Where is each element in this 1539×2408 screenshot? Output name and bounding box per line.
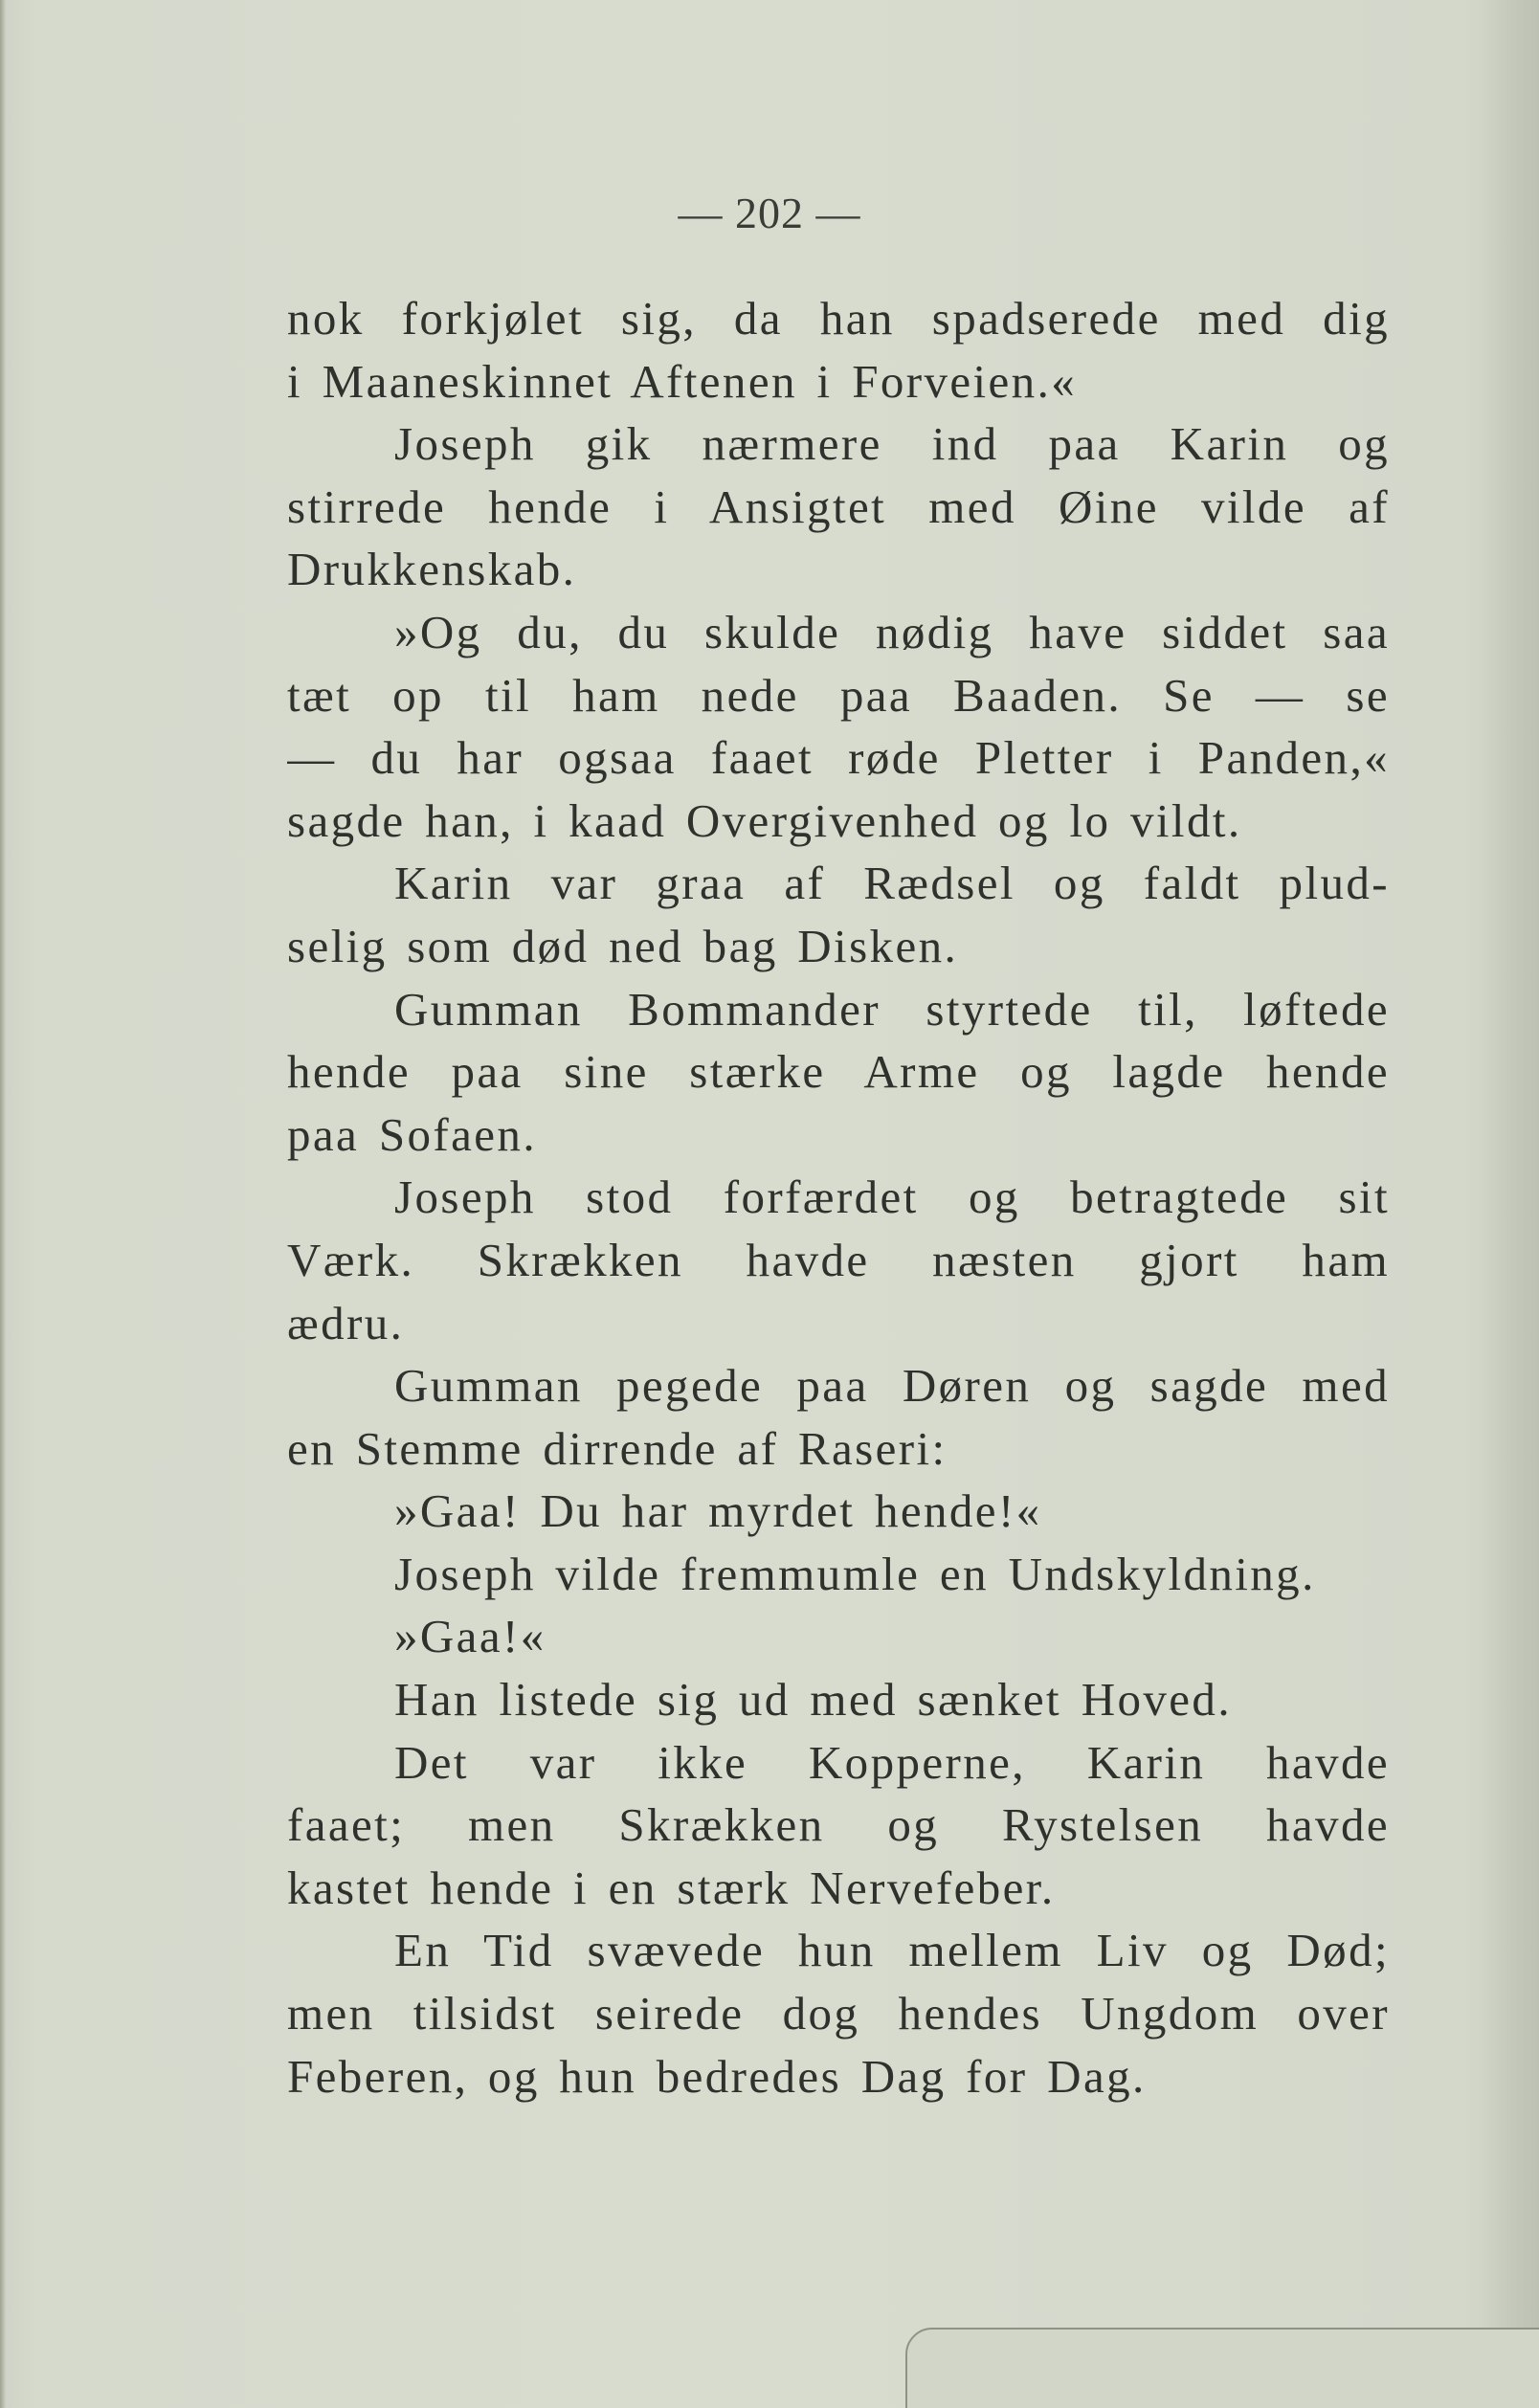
text-line: en Stemme dirrende af Raseri: (287, 1421, 948, 1475)
text-line: men tilsidst seirede dog hendes Ungdom over (287, 1987, 1390, 2040)
text-line: »Gaa! Du har myrdet hende!« (394, 1484, 1042, 1538)
body-text (287, 287, 1390, 2107)
text-line: Feberen, og hun bedredes Dag for Dag. (287, 2049, 1147, 2103)
text-line: »Og du, du skulde nødig have siddet saa (394, 605, 1390, 658)
text-line: paa Sofaen. (287, 1107, 537, 1161)
text-line: ædru. (287, 1296, 405, 1349)
page-left-edge (0, 0, 6, 2408)
text-line: sagde han, i kaad Overgivenhed og lo vildt. (287, 793, 1242, 847)
page-number: — 202 — (678, 189, 861, 237)
text-line: Joseph stod forfærdet og betragtede sit (394, 1171, 1390, 1224)
text-line: selig som død ned bag Disken. (287, 919, 959, 972)
text-line: Værk. Skrækken havde næsten gjort ham (287, 1233, 1390, 1286)
inserted-card-edge (905, 2328, 1539, 2408)
text-line: »Gaa!« (394, 1610, 546, 1663)
text-line: Joseph vilde fremmumle en Undskyldning. (394, 1547, 1316, 1600)
text-line: i Maaneskinnet Aftenen i Forveien.« (287, 354, 1078, 408)
text-line: Gumman Bommander styrtede til, løftede (394, 982, 1390, 1036)
text-line: hende paa sine stærke Arme og lagde hende (287, 1045, 1390, 1099)
text-line: kastet hende i en stærk Nervefeber. (287, 1861, 1056, 1914)
text-line: — du har ogsaa faaet røde Pletter i Panden,« (287, 731, 1390, 785)
text-line: Drukkenskab. (287, 543, 577, 596)
text-line: En Tid svævede hun mellem Liv og Død; (394, 1924, 1390, 1977)
text-line: stirrede hende i Ansigtet med Øine vilde af (287, 479, 1390, 533)
text-line: Karin var graa af Rædsel og faldt plud- (394, 857, 1390, 910)
text-line: Joseph gik nærmere ind paa Karin og (394, 417, 1390, 471)
page-right-shadow (1482, 0, 1539, 2408)
text-line: faaet; men Skrækken og Rystelsen havde (287, 1798, 1390, 1852)
text-line: Gumman pegede paa Døren og sagde med (394, 1359, 1390, 1413)
text-line: tæt op til ham nede paa Baaden. Se — se (287, 668, 1390, 722)
text-line: nok forkjølet sig, da han spadserede med dig (287, 292, 1390, 345)
text-line: Det var ikke Kopperne, Karin havde (394, 1735, 1390, 1789)
text-line: Han listede sig ud med sænket Hoved. (394, 1673, 1232, 1727)
